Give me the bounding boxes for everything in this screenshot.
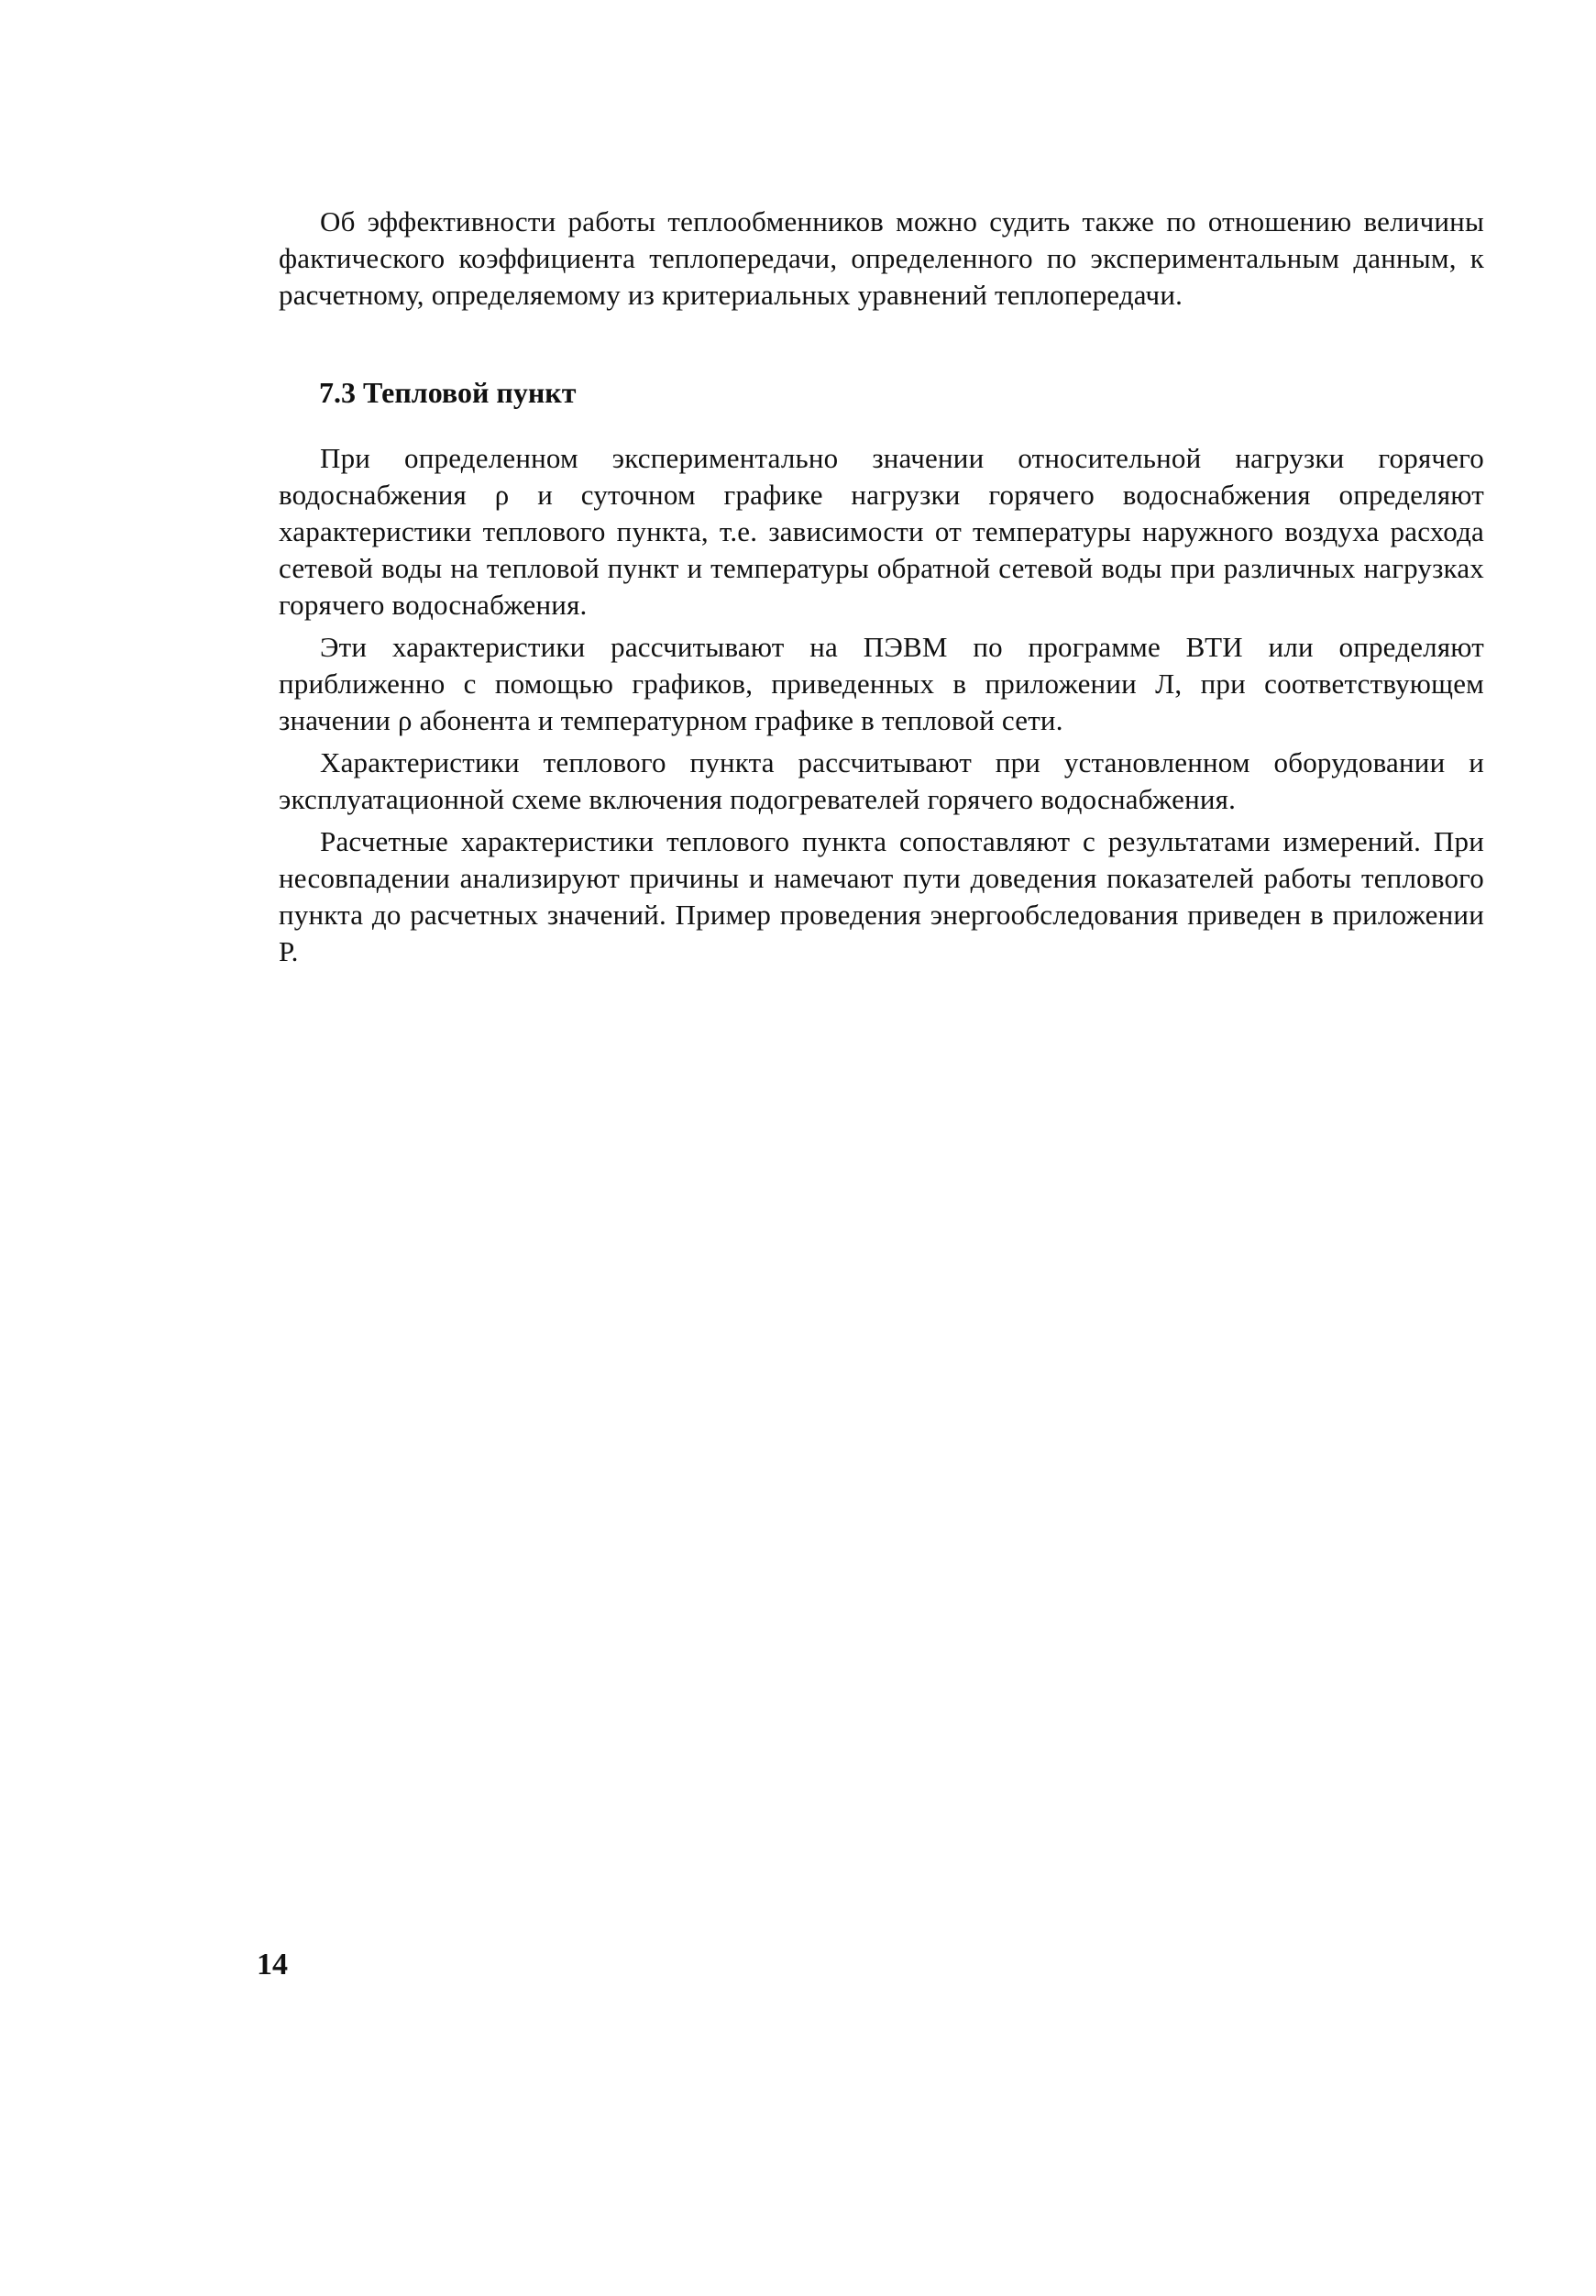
section-paragraph-1: При определенном экспериментально значении относительной нагрузки горячего водоснабжения ρ и суточном графике нагрузки горячего водоснабжения определяют характеристики теплового пункта, т.е. зависимости от температуры наружного воздуха расхода сетевой воды на тепловой пункт и температуры обратной сетевой воды при различных нагрузках горячего водоснабжения. [279, 442, 1484, 621]
section-paragraph-4: Расчетные характеристики теплового пункта сопоставляют с результатами измерений. При несовпадении анализируют причины и намечают пути доведения показателей работы теплового пункта до расчетных значений. Пример проведения энергообследования приведен в приложении Р. [279, 825, 1484, 967]
section-paragraph-3: Характеристики теплового пункта рассчитывают при установленном оборудовании и эксплуатационной схеме включения подогревателей горячего водоснабжения. [279, 746, 1484, 815]
page-number: 14 [257, 1948, 288, 1981]
section-paragraph-2: Эти характеристики рассчитывают на ПЭВМ по программе ВТИ или определяют приближенно с помощью графиков, приведенных в приложении Л, при соответствующем значении ρ абонента и температурном графике в тепловой сети. [279, 631, 1484, 736]
section-heading: 7.3 Тепловой пункт [319, 376, 577, 409]
intro-paragraph: Об эффективности работы теплообменников можно судить также по отношению величины фактического коэффициента теплопередачи, определенного по экспериментальным данным, к расчетному, определяемому из критериальных уравнений теплопередачи. [279, 205, 1484, 311]
section-body [279, 440, 1484, 976]
intro-block [279, 204, 1484, 314]
